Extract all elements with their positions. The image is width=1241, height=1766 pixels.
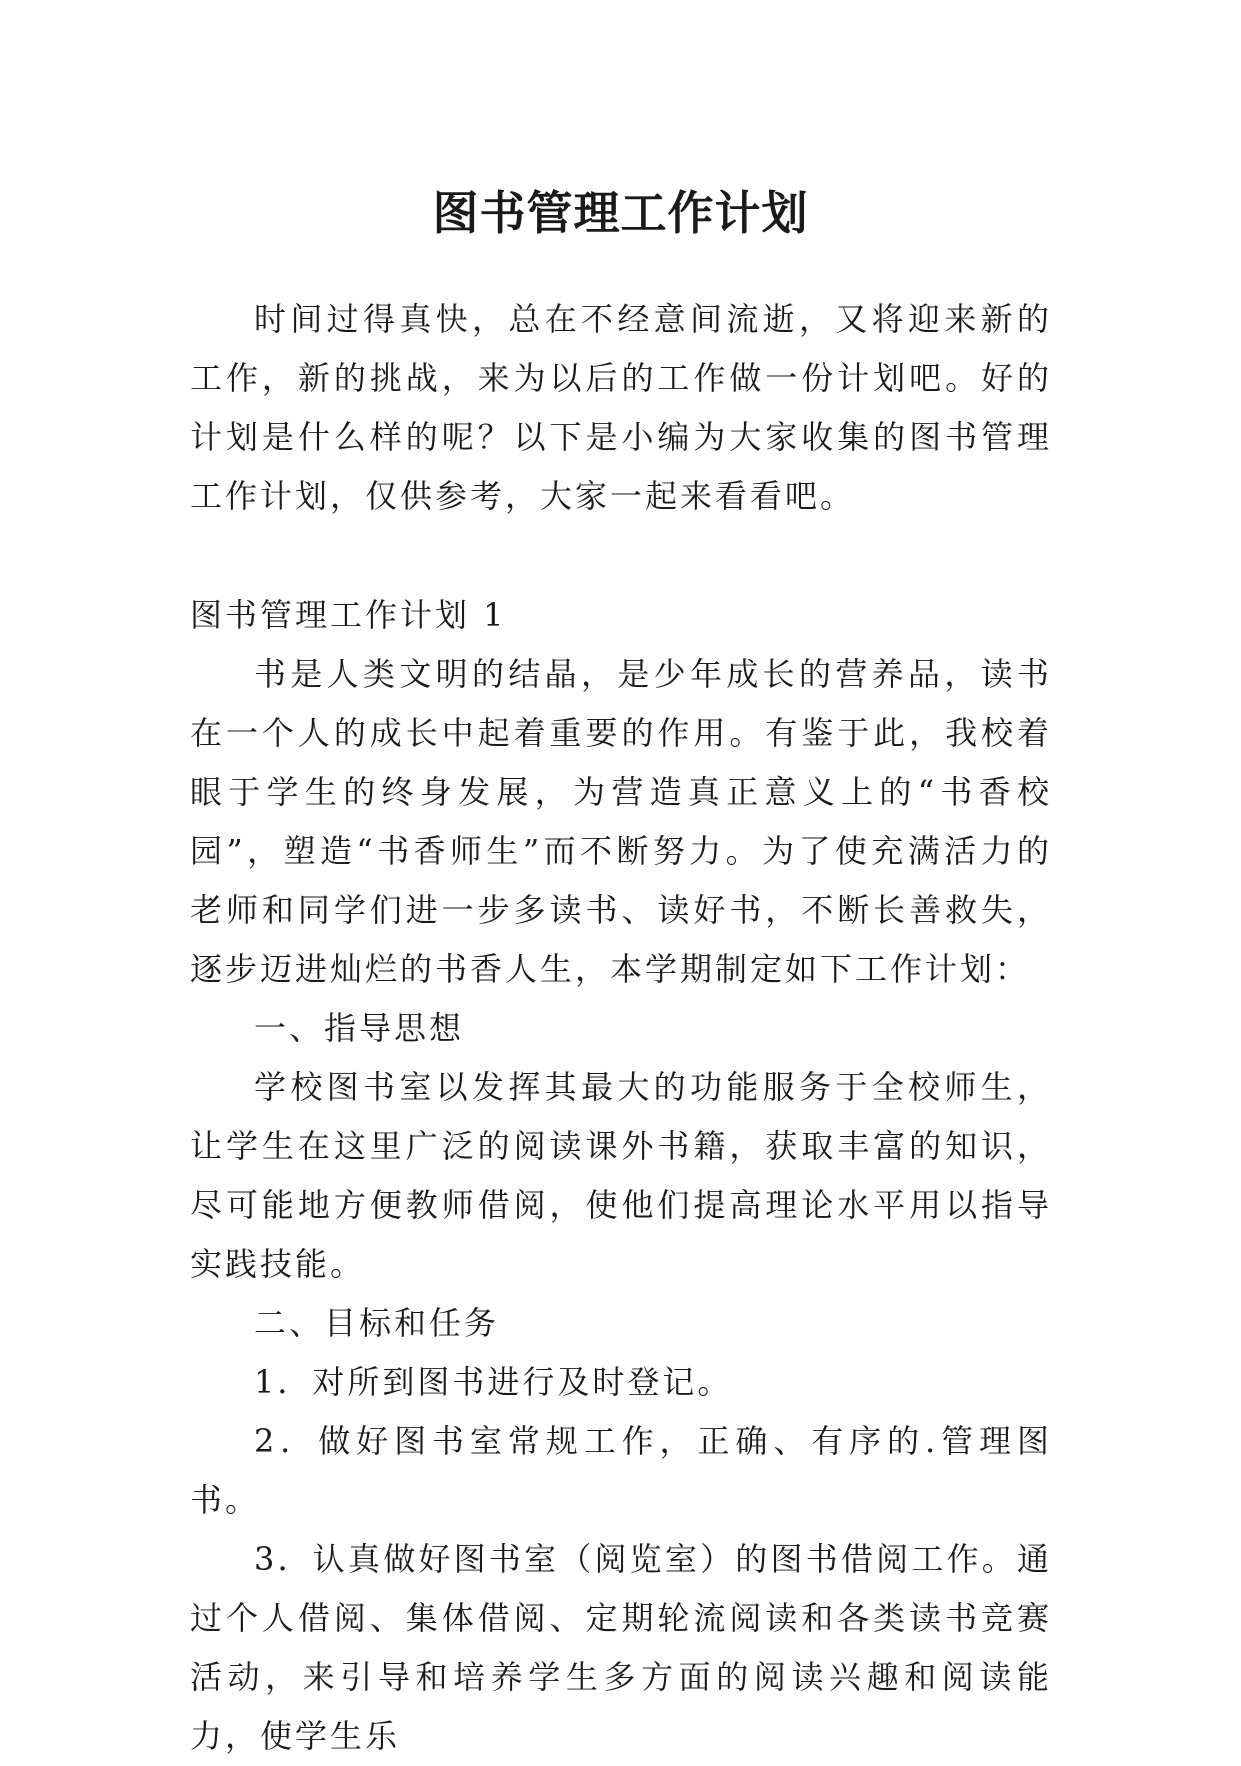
document-body [190,290,1052,1766]
document-title: 图书管理工作计划 [432,185,809,240]
intro-paragraph: 时间过得真快，总在不经意间流逝，又将迎来新的工作，新的挑战，来为以后的工作做一份计划吧。好的计划是什么样的呢？以下是小编为大家收集的图书管理工作计划，仅供参考，大家一起来看看吧。 [190,300,1052,515]
section-heading: 图书管理工作计划 1 [190,596,507,634]
list-item: 3．认真做好图书室（阅览室）的图书借阅工作。通过个人借阅、集体借阅、定期轮流阅读和各类读书竞赛活动，来引导和培养学生多方面的阅读兴趣和阅读能力，使学生乐 [190,1540,1052,1755]
subsection-heading: 一、指导思想 [254,1009,465,1047]
body-paragraph: 学校图书室以发挥其最大的功能服务于全校师生，让学生在这里广泛的阅读课外书籍，获取丰富的知识，尽可能地方便教师借阅，使他们提高理论水平用以指导实践技能。 [190,1068,1052,1283]
subsection-heading: 二、目标和任务 [254,1304,500,1342]
list-item: 2．做好图书室常规工作，正确、有序的.管理图书。 [190,1422,1052,1519]
body-paragraph: 书是人类文明的结晶，是少年成长的营养品，读书在一个人的成长中起着重要的作用。有鉴于此，我校着眼于学生的终身发展，为营造真正意义上的“书香校园”，塑造“书香师生”而不断努力。为了使充满活力的老师和同学们进一步多读书、读好书，不断长善救失，逐步迈进灿烂的书香人生，本学期制定如下工作计划： [190,655,1052,988]
list-item: 1．对所到图书进行及时登记。 [254,1363,733,1401]
